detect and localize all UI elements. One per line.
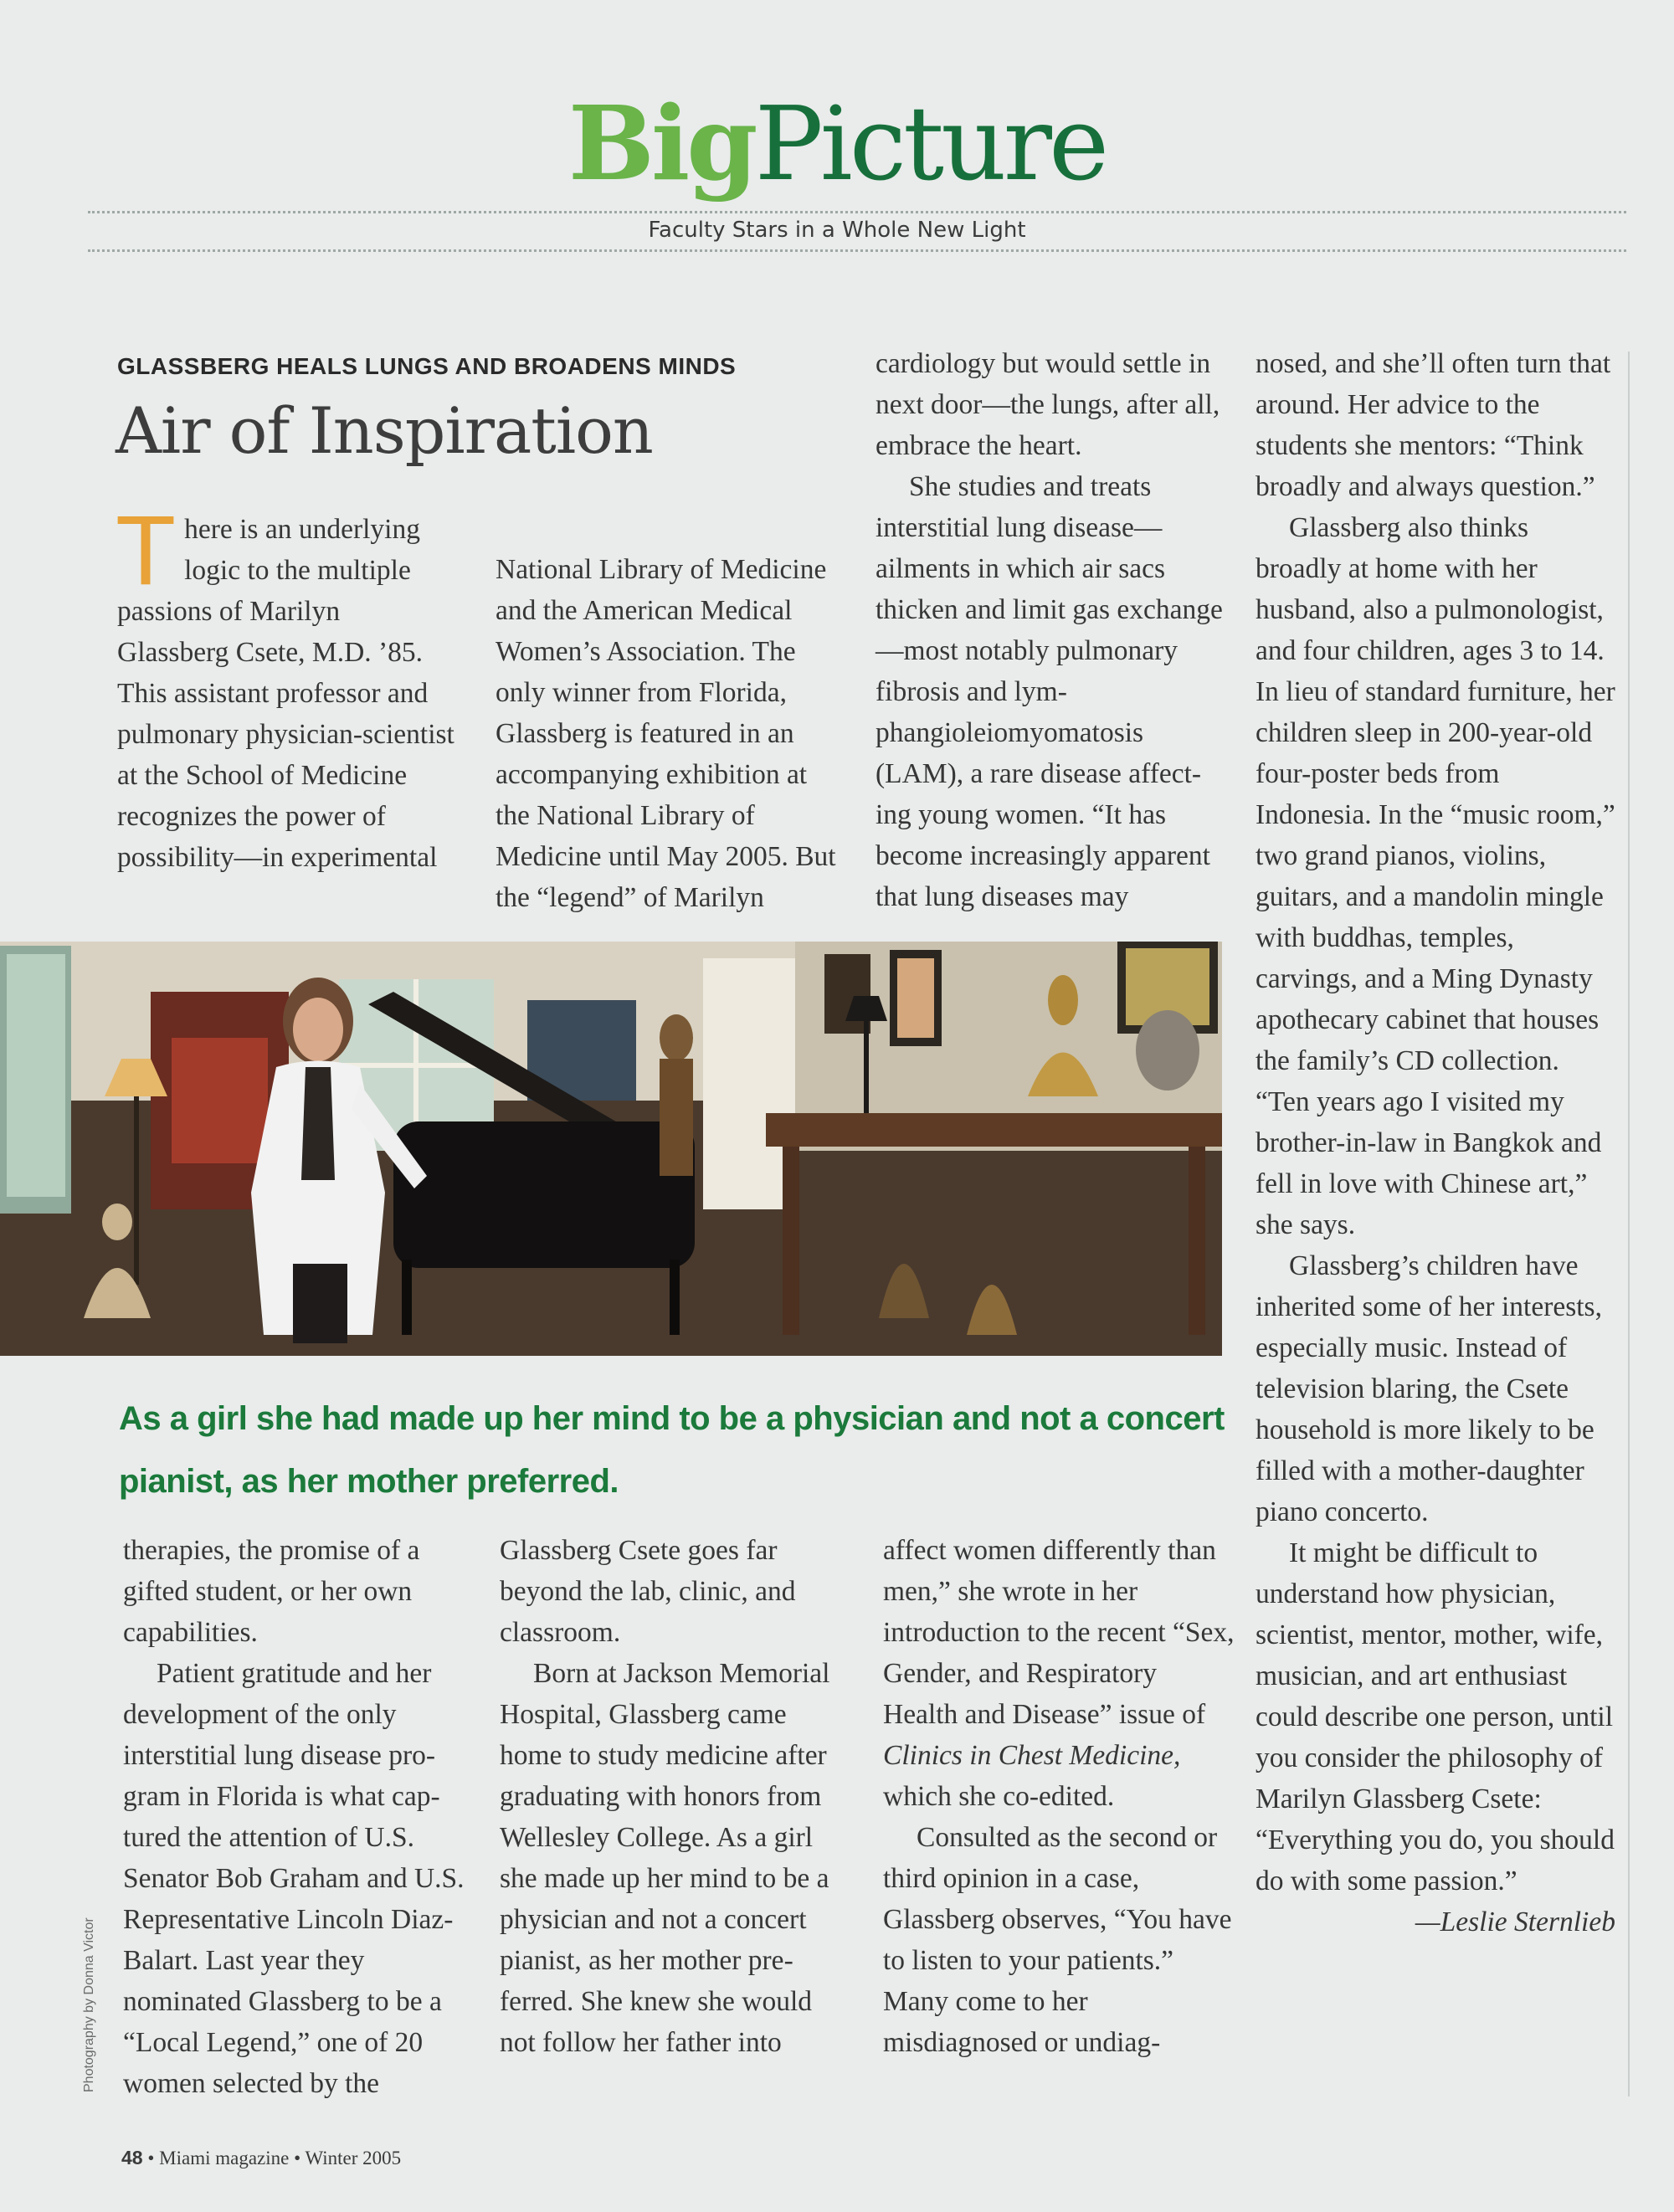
author-signature: —Leslie Sternlieb xyxy=(1415,1907,1615,1937)
column-2-bottom-p1: Glassberg Csete goes far beyond the lab, clinic, and classroom. xyxy=(500,1535,796,1648)
masthead-rule-top xyxy=(88,211,1626,213)
drop-cap: T xyxy=(116,495,177,606)
column-2-bottom xyxy=(500,1530,843,2063)
column-1-bottom xyxy=(123,1530,466,2104)
column-2-top-text: National Library of Medicine and the American Medical Women’s Association. The only winner from Florida, Glassberg is featured in an accompanying exhibition at the National Library of Medicine until May 2005. But the “legend” of Marilyn xyxy=(496,554,836,913)
masthead-subtitle: Faculty Stars in a Whole New Light xyxy=(648,218,1026,243)
column-3-bottom-p2: Consulted as the second or third opinion in a case, Glassberg observes, “You have to listen to your patients.” Many come to her misdiagnosed or undiag- xyxy=(883,1822,1232,2058)
column-4-p2: Glassberg also thinks broadly at home with her husband, also a pulmonologist, and four children, ages 3 to 14. In lieu of standard furniture, her children sleep in 200-year-old four-poster beds from Indonesia. In the “music room,” two grand pianos, violins, guitars, and a mandolin mingle with buddhas, temples, carvings, and a Ming Dynasty apothecary cabinet that houses the family’s CD collection. “Ten years ago I visited my brother-in-law in Bangkok and fell in love with Chinese art,” she says. xyxy=(1256,512,1615,1240)
article-kicker: GLASSBERG HEALS LUNGS AND BROADENS MINDS xyxy=(117,353,737,379)
column-3-bottom-p1 xyxy=(883,1530,1235,1817)
masthead-title xyxy=(0,83,1674,203)
column-3-top xyxy=(876,343,1223,917)
page-number: 48 xyxy=(121,2147,143,2168)
column-4-p3: Glassberg’s children have inherited some of her interests, especially music. Instead of television blaring, the Csete household is more likely to be filled with a mother-daughter piano concerto. xyxy=(1256,1250,1602,1527)
photo-credit: Photography by Donna Victor xyxy=(82,1917,96,2092)
column-3-bottom xyxy=(883,1530,1235,2063)
column-1-top xyxy=(116,495,456,878)
column-1-bottom-p2: Patient gratitude and her development of the only interstitial lung disease program in Florida is what captured the attention of U.S. Senator Bob Graham and U.S. Representative Lincoln Diaz-Balart. Last year they nominated Glassberg to be a “Local Legend,” one of 20 women selected by the xyxy=(123,1658,465,2099)
masthead-rule-bottom xyxy=(88,249,1626,252)
column-1-bottom-p1: therapies, the promise of a gifted student, or her own capabilities. xyxy=(123,1535,420,1648)
article-headline: Air of Inspiration xyxy=(116,393,653,468)
column-2-top xyxy=(496,549,847,918)
column-2-bottom-p2: Born at Jackson Memorial Hospital, Glassberg came home to study medicine after graduating with honors from Wellesley College. As a girl she made up her mind to be a physician and not a concert pianist, as her mother preferred. She knew she would not follow her father into xyxy=(500,1658,830,2058)
pull-quote: As a girl she had made up her mind to be a physician and not a concert pianist, as her mother preferred. xyxy=(119,1400,1225,1500)
journal-title: Clinics in Chest Medicine, xyxy=(883,1740,1181,1771)
photo-illustration xyxy=(0,942,1222,1356)
column-3-bottom-p1-text: affect women differently than men,” she wrote in her introduction to the recent “Sex, Gender, and Respiratory Health and Disease” issue of xyxy=(883,1535,1235,1730)
column-4 xyxy=(1256,343,1615,1943)
masthead-picture: Picture xyxy=(754,85,1107,203)
masthead-big: Big xyxy=(567,83,755,203)
column-3-top-p1: cardiology but would settle in next door—the lungs, after all, embrace the heart. xyxy=(876,348,1220,461)
column-1-top-text: here is an underlying logic to the multiple passions of Marilyn Glassberg Csete, M.D. ’85. This assistant professor and pulmonary physician-scientist at the School of Medicine recognizes the power of possibility—in experimental xyxy=(117,514,454,873)
column-3-top-p2: She studies and treats interstitial lung disease—ailments in which air sacs thicken and limit gas exchange—most notably pulmonary fibrosis and lymphangioleiomyomatosis (LAM), a rare disease affecting young women. “It has become increasingly apparent that lung diseases may xyxy=(876,471,1223,912)
column-4-p1: nosed, and she’ll often turn that around. Her advice to the students she mentors: “Think broadly and always question.” xyxy=(1256,348,1611,502)
column-4-p4: It might be difficult to understand how physician, scientist, mentor, mother, wife, musician, and art enthusiast could describe one person, until you consider the philosophy of Marilyn Glassberg Csete: “Everything you do, you should do with some passion.” xyxy=(1256,1537,1615,1896)
page-footer xyxy=(121,2147,401,2169)
column-3-bottom-p1-end: which she co-edited. xyxy=(883,1781,1115,1812)
column-divider xyxy=(1628,352,1630,2097)
article-photo xyxy=(0,942,1222,1356)
publication-info: • Miami magazine • Winter 2005 xyxy=(142,2148,402,2168)
